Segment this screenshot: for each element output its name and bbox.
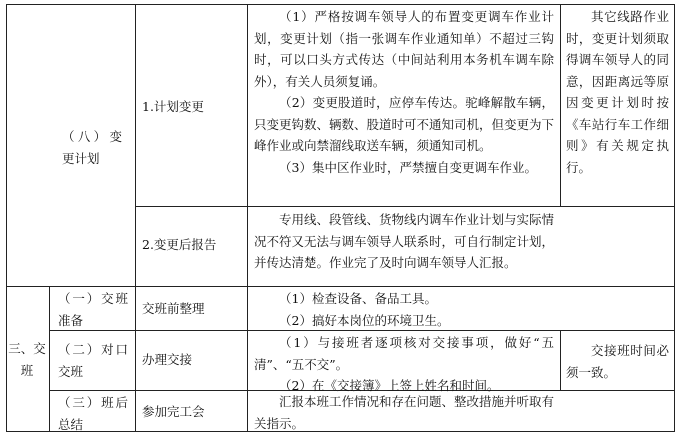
handover-summary-item: 参加完工会 xyxy=(142,404,205,419)
plan-change-item: （2）变更股道时，应停车传达。驼峰解散车辆，只变更钩数、辆数、股道时可不通知司机，但变更为下峰作业或向禁溜线取送车辆，须通知司机。 xyxy=(254,95,555,153)
handover-exchange-item: 办理交接 xyxy=(142,352,193,367)
grid-line xyxy=(674,4,675,432)
plan-change-content xyxy=(254,6,554,178)
plan-change-item: （3）集中区作业时，严禁擅自变更调车作业。 xyxy=(279,159,537,175)
handover-exchange-sub: （二）对口交班 xyxy=(58,342,128,379)
grid-line xyxy=(560,4,561,207)
content-line: （1）检查设备、备品工具。 xyxy=(279,291,437,306)
post-report-label: 2.变更后报告 xyxy=(142,237,217,252)
grid-line xyxy=(247,4,248,432)
grid-line xyxy=(560,330,561,391)
handover-summary-content xyxy=(254,391,554,434)
handover-exchange-content xyxy=(254,332,554,397)
handover-prep-item: 交班前整理 xyxy=(142,301,205,316)
plan-change-label: 1.计划变更 xyxy=(142,99,204,114)
post-report-content: 专用线、段管线、货物线内调车作业计划与实际情况不符又无法与调车领导人联系时，可自行制定计划，并传达清楚。作业完了及时向调车领导人汇报。 xyxy=(254,212,555,270)
handover-exchange-note: 交接班时间必须一致。 xyxy=(566,343,669,380)
content-line: （1）与接班者逐项核对交接事项，做好“五清”、“五不交”。 xyxy=(254,335,554,372)
grid-line xyxy=(135,4,136,432)
content-line: 汇报本班工作情况和存在问题、整改措施并听取有关指示。 xyxy=(254,394,555,431)
handover-prep-sub: （一）交班准备 xyxy=(58,291,128,328)
content-line: （2）在《交接簿》上签上姓名和时间。 xyxy=(279,378,500,393)
plan-change-item: （1）严格按调车领导人的布置变更调车作业计划，变更计划（指一张调车作业通知单）不超过三钩时，可以口头方式传达（中间站利用本务机车调车除外），有关人员须复诵。 xyxy=(254,9,554,89)
grid-line xyxy=(6,286,675,287)
plan-change-note: 其它线路作业时，变更计划须取得调车领导人的同意，因距离远等原因变更计划时按《车站行车工作细则》有关规定执行。 xyxy=(566,9,669,175)
handover-summary-sub: （三）班后总结 xyxy=(58,395,128,432)
grid-line xyxy=(49,286,50,432)
grid-line xyxy=(135,206,675,207)
handover-prep-content xyxy=(254,288,554,331)
section-3-title: 三、交班 xyxy=(8,341,46,378)
grid-line xyxy=(6,4,675,5)
grid-line xyxy=(6,4,7,432)
content-line: （2）搞好本岗位的环境卫生。 xyxy=(279,312,450,328)
section-8-title: （八）变更计划 xyxy=(62,129,122,166)
